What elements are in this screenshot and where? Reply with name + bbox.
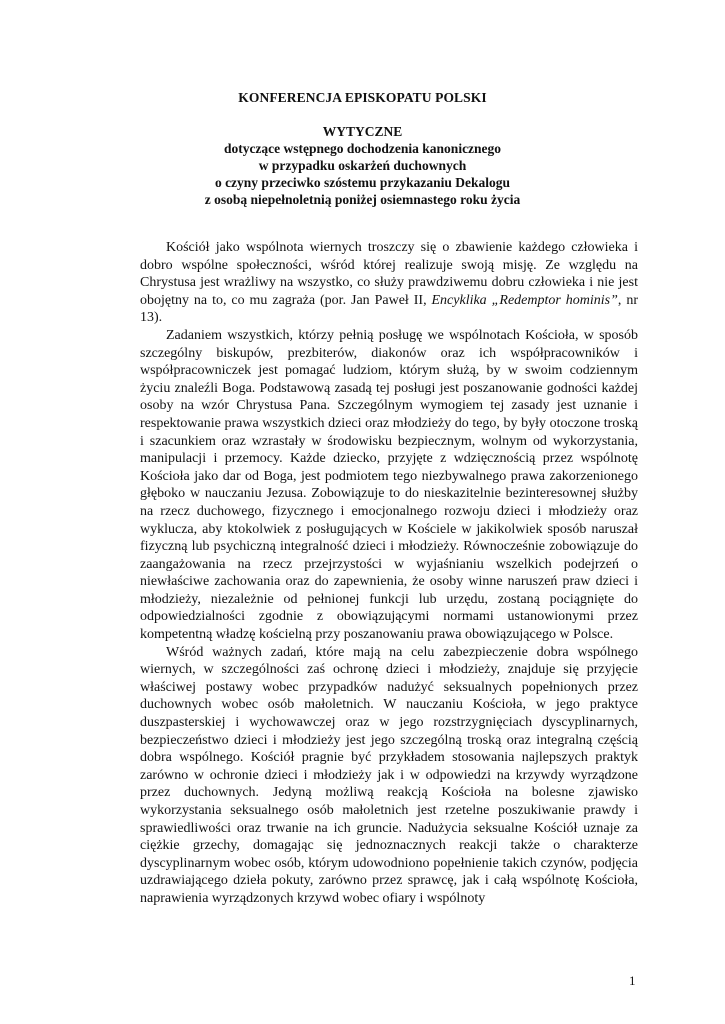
title-line: WYTYCZNE (322, 124, 403, 139)
paragraph-3: Wśród ważnych zadań, które mają na celu zabezpieczenie dobra wspólnego wiernych, w szczególności zaś ochronę dzieci i młodzieży, znajduje się przyjęcie właściwej postawy wobec przypadków nadużyć seksualnych popełnionych przez duchownych wobec osób małoletnich. W nauczaniu Kościoła, w jego praktyce duszpasterskiej i wychowawczej oraz w jego rozstrzygnięciach dyscyplinarnych, bezpieczeństwo dzieci i młodzieży jest jego szczególną troską oraz integralną częścią dobra wspólnego. Kościół pragnie być przykładem stosowania najlepszych praktyk zarówno w ochronie dzieci i młodzieży jak i w odpowiedzi na krzywdy wyrządzone przez duchownych. Jedyną możliwą reakcją Kościoła na bolesne zjawisko wykorzystania seksualnego osób małoletnich jest rzetelne poszukiwanie prawdy i sprawiedliwości oraz trwanie na ich gruncie. Nadużycia seksualne Kościół uznaje za ciężkie grzechy, domagając się jednoznacznych reakcji także o charakterze dyscyplinarnym wobec osób, którym udowodniono popełnienie takich czynów, podjęcia uzdrawiającego dzieła pokuty, zarówno przez sprawcę, jak i całą wspólnotę Kościoła, naprawienia wyrządzonych krzywd wobec ofiary i wspólnoty (140, 644, 638, 906)
title-line: w przypadku oskarżeń duchownych (258, 158, 467, 173)
document-body (140, 239, 638, 908)
document-title (0, 123, 725, 208)
title-line: o czyny przeciwko szóstemu przykazaniu Dekalogu (214, 175, 511, 190)
page-number: 1 (629, 973, 636, 988)
paragraph-1-text: Kościół jako wspólnota wiernych troszczy się o zbawienie każdego człowieka i dobro wspólne społeczności, wśród której realizuje swoją misję. Ze względu na Chrystusa jest wrażliwy na wszystko, co służy prawdziwemu dobru człowieka i nie jest obojętny na to, co mu zagraża (por. Jan Paweł II, (140, 240, 638, 308)
organization-header: KONFERENCJA EPISKOPATU POLSKI (238, 90, 487, 105)
title-line: z osobą niepełnoletnią poniżej osiemnastego roku życia (204, 192, 521, 207)
paragraph-1 (140, 239, 638, 327)
title-line: dotyczące wstępnego dochodzenia kanonicznego (223, 141, 502, 156)
paragraph-1-tail: , nr 13). (140, 292, 638, 326)
paragraph-2: Zadaniem wszystkich, którzy pełnią posługę we wspólnotach Kościoła, w sposób szczególny biskupów, prezbiterów, diakonów oraz ich współpracowników i współpracowniczek jest pomagać ludziom, którym służą, by w swoim codziennym życiu znaleźli Boga. Podstawową zasadą tej posługi jest poszanowanie godności każdej osoby na wzór Chrystusa Pana. Szczególnym wymogiem tej zasady jest uznanie i respektowanie prawa wszystkich dzieci oraz młodzieży do tego, by były otoczone troską i szacunkiem oraz wzrastały w środowisku bezpiecznym, wolnym od wykorzystania, manipulacji i przemocy. Każde dziecko, przyjęte z wdzięcznością przez wspólnotę Kościoła jako dar od Boga, jest podmiotem tego niezbywalnego prawa zakorzenionego głęboko w nauczaniu Jezusa. Zobowiązuje to do nieskazitelnie bezinteresownej służby na rzecz duchowego, fizycznego i emocjonalnego rozwoju dzieci i młodzieży oraz wyklucza, aby ktokolwiek z posługujących w Kościele w jakikolwiek sposób naruszał fizyczną lub psychiczną integralność dzieci i młodzieży. Równocześnie zobowiązuje do zaangażowania na rzecz przejrzystości w wyjaśnianiu wszelkich podejrzeń o niewłaściwe zachowania oraz do zapewnienia, że osoby winne naruszeń praw dzieci i młodzieży, niezależnie od pełnionej funkcji lub urzędu, zostaną pociągnięte do odpowiedzialności zgodnie z obowiązującymi normami ustanowionymi przez kompetentną władzę kościelną przy poszanowaniu prawa obowiązującego w Polsce. (140, 327, 638, 643)
encyclical-citation: Encyklika „Redemptor hominis” (431, 292, 618, 308)
